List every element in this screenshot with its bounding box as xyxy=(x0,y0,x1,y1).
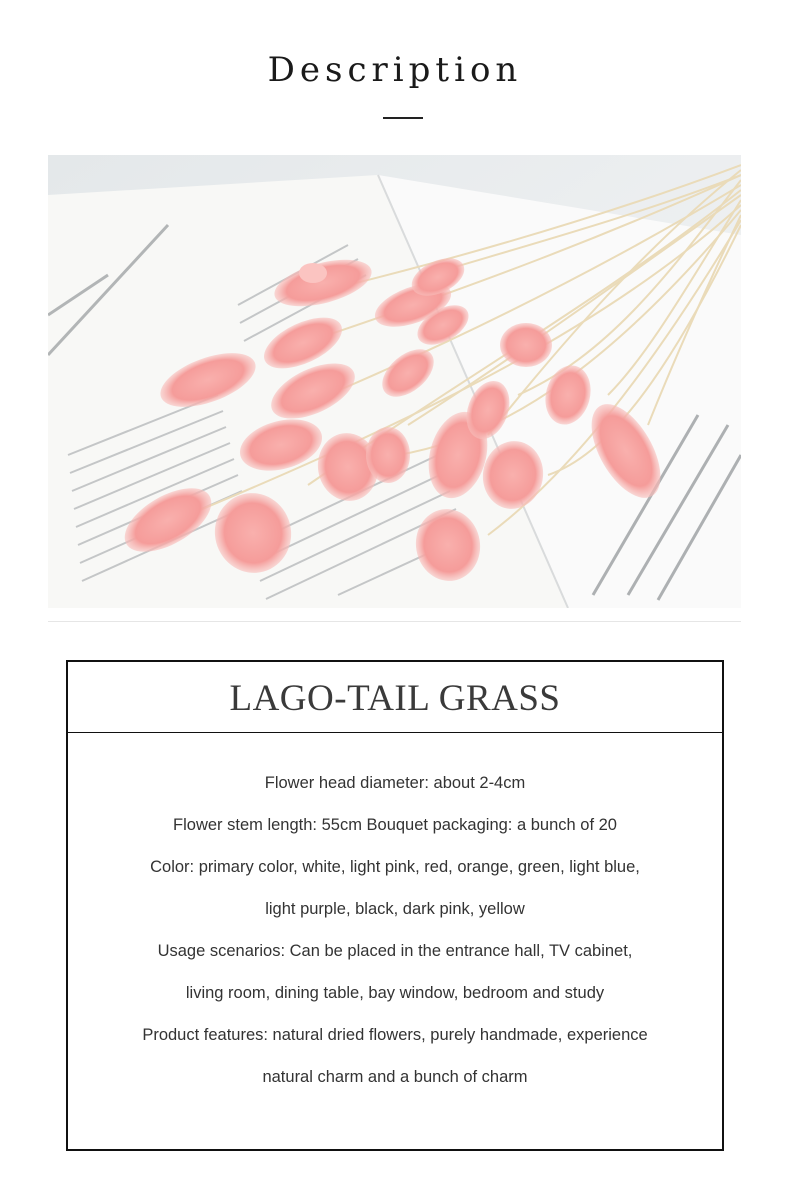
product-photo xyxy=(48,155,741,608)
page-title: Description xyxy=(267,50,523,90)
detail-line: natural charm and a bunch of charm xyxy=(262,1068,528,1086)
product-details xyxy=(68,733,722,1107)
detail-line: Flower stem length: 55cm Bouquet packaging: a bunch of 20 xyxy=(173,816,617,834)
product-name: LAGO-TAIL GRASS xyxy=(68,662,722,733)
title-underline xyxy=(383,117,423,119)
product-info-box xyxy=(66,660,724,1151)
detail-line: Color: primary color, white, light pink, red, orange, green, light blue, xyxy=(150,858,640,876)
detail-line: light purple, black, dark pink, yellow xyxy=(265,900,525,918)
detail-line: Usage scenarios: Can be placed in the entrance hall, TV cabinet, xyxy=(157,942,633,960)
detail-line: Flower head diameter: about 2-4cm xyxy=(264,774,526,792)
photo-divider xyxy=(48,621,741,622)
detail-line: Product features: natural dried flowers, purely handmade, experience xyxy=(142,1026,648,1044)
bunny-tail-grass-illustration xyxy=(48,155,741,608)
detail-line: living room, dining table, bay window, bedroom and study xyxy=(185,984,605,1002)
